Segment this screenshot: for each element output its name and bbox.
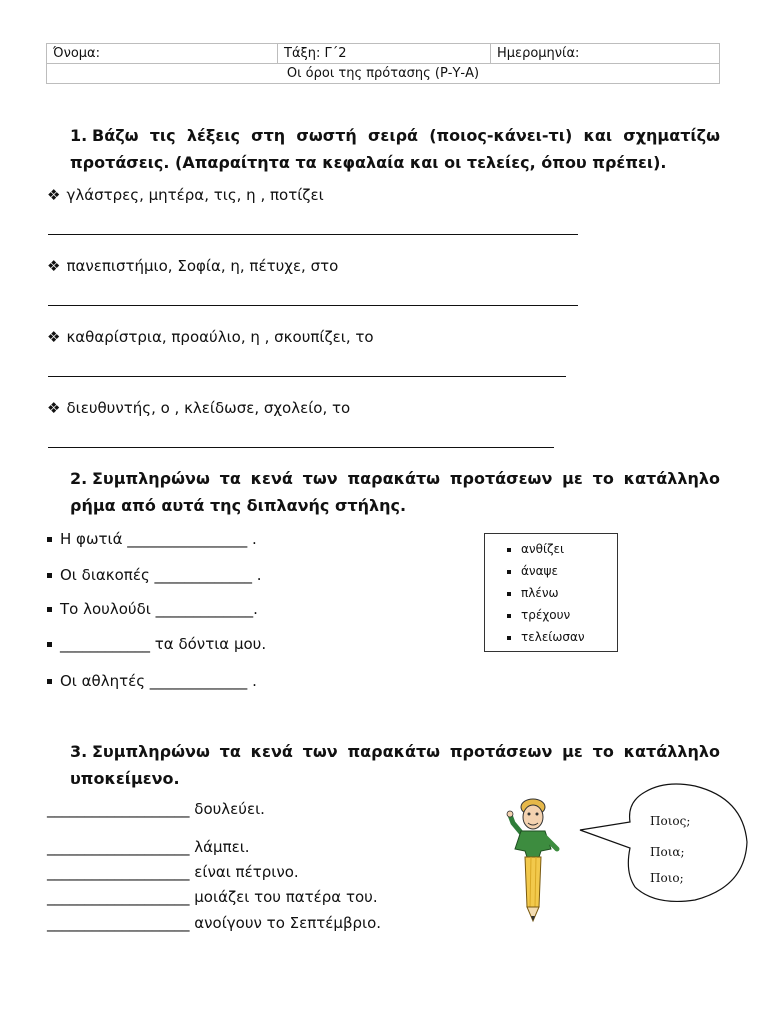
exercise-3-sentence: ___________________ δουλεύει. — [47, 800, 265, 818]
worksheet-title: Οι όροι της πρότασης (Ρ-Υ-Α) — [47, 64, 720, 84]
exercise-2-instruction — [70, 465, 720, 519]
sentence-text: Το λουλούδι _____________. — [60, 600, 258, 618]
square-bullet-icon — [47, 537, 52, 542]
verb-option: άναψε — [507, 560, 617, 582]
verb-option: τρέχουν — [507, 604, 617, 626]
diamond-bullet-icon: ❖ — [47, 186, 61, 204]
exercise-1-item — [47, 257, 338, 275]
exercise-2-sentence — [47, 566, 262, 584]
exercise-2-text: Συμπληρώνω τα κενά των παρακάτω προτάσεων με το κατάλληλο ρήμα από αυτά της διπλανής στήλης. — [70, 469, 720, 515]
verb-word-box — [484, 533, 618, 652]
date-field: Ημερομηνία: — [491, 44, 720, 64]
diamond-bullet-icon: ❖ — [47, 328, 61, 346]
bubble-question: Ποια; — [650, 845, 685, 859]
pencil-character-icon — [495, 795, 570, 925]
exercise-1-text: Βάζω τις λέξεις στη σωστή σειρά (ποιος-κάνει-τι) και σχηματίζω προτάσεις. (Απαραίτητα τα κεφαλαία και οι τελείες, όπου πρέπει). — [70, 126, 720, 172]
bubble-question: Ποιο; — [650, 871, 684, 885]
exercise-3-sentence: ___________________ ανοίγουν το Σεπτέμβριο. — [47, 914, 382, 932]
name-field: Όνομα: — [47, 44, 278, 64]
word-list: διευθυντής, ο , κλείδωσε, σχολείο, το — [66, 399, 351, 417]
exercise-3-sentence: ___________________ μοιάζει του πατέρα του. — [47, 888, 378, 906]
word-list: καθαρίστρια, προαύλιο, η , σκουπίζει, το — [66, 328, 374, 346]
word-list: πανεπιστήμιο, Σοφία, η, πέτυχε, στο — [66, 257, 339, 275]
square-bullet-icon — [47, 607, 52, 612]
answer-line[interactable] — [48, 305, 578, 306]
exercise-1-instruction — [70, 122, 720, 176]
sentence-text: Η φωτιά ________________ . — [60, 530, 257, 548]
exercise-2-sentence — [47, 600, 258, 618]
exercise-3-sentence: ___________________ λάμπει. — [47, 838, 250, 856]
exercise-2-sentence — [47, 530, 257, 548]
verb-option: πλένω — [507, 582, 617, 604]
verb-option: τελείωσαν — [507, 626, 617, 648]
sentence-text: Οι αθλητές _____________ . — [60, 672, 257, 690]
diamond-bullet-icon: ❖ — [47, 399, 61, 417]
bubble-question: Ποιος; — [650, 814, 691, 828]
exercise-3-text: Συμπληρώνω τα κενά των παρακάτω προτάσεων με το κατάλληλο υποκείμενο. — [70, 742, 720, 788]
sentence-text: Οι διακοπές _____________ . — [60, 566, 262, 584]
square-bullet-icon — [47, 573, 52, 578]
square-bullet-icon — [47, 642, 52, 647]
word-list: γλάστρες, μητέρα, τις, η , ποτίζει — [66, 186, 324, 204]
sentence-text: ____________ τα δόντια μου. — [60, 635, 267, 653]
answer-line[interactable] — [48, 234, 578, 235]
verb-option: ανθίζει — [507, 538, 617, 560]
header-table — [46, 43, 720, 84]
answer-line[interactable] — [48, 447, 554, 448]
diamond-bullet-icon: ❖ — [47, 257, 61, 275]
answer-line[interactable] — [48, 376, 566, 377]
exercise-2-sentence — [47, 635, 266, 653]
exercise-1-item — [47, 186, 324, 204]
exercise-1-number: 1. — [70, 126, 88, 145]
exercise-3-number: 3. — [70, 742, 88, 761]
exercise-1-item — [47, 399, 350, 417]
exercise-2-number: 2. — [70, 469, 88, 488]
exercise-3-sentence: ___________________ είναι πέτρινο. — [47, 863, 299, 881]
class-field: Τάξη: Γ΄2 — [278, 44, 491, 64]
exercise-1-item — [47, 328, 374, 346]
square-bullet-icon — [47, 679, 52, 684]
exercise-2-sentence — [47, 672, 257, 690]
